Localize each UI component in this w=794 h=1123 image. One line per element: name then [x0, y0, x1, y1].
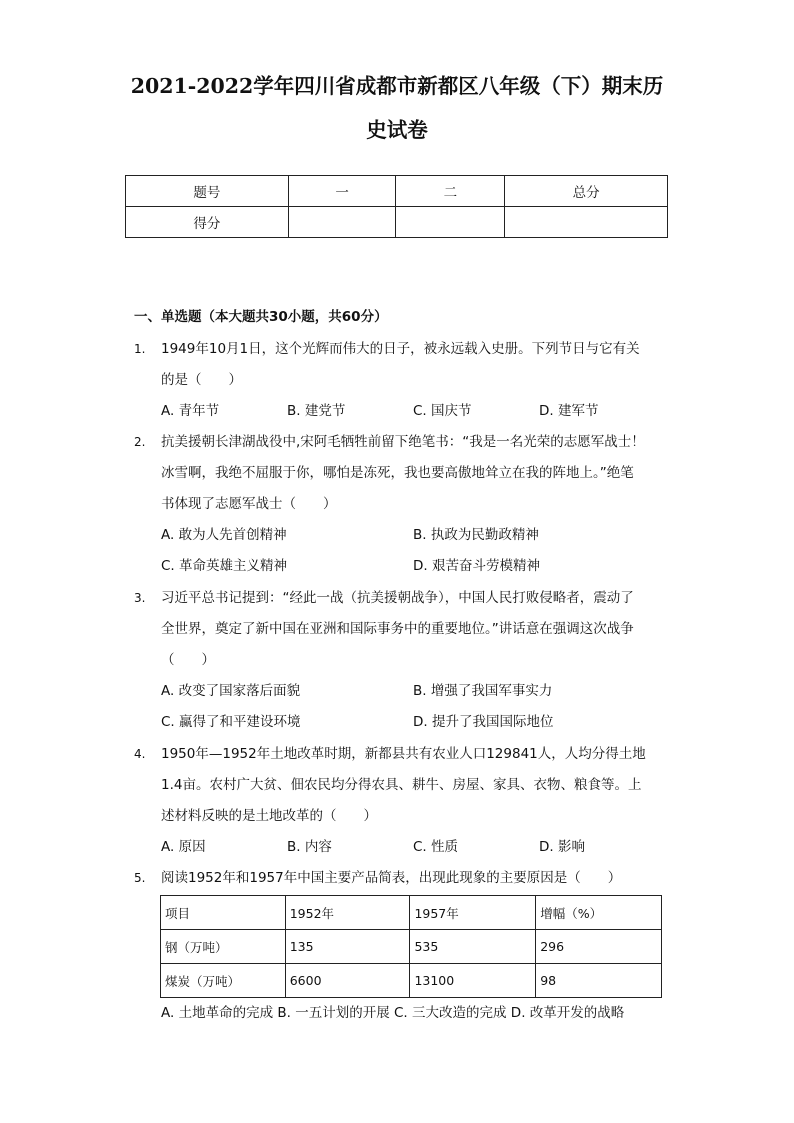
- question-text-line: 述材料反映的是土地改革的（ ）: [161, 808, 377, 824]
- question-text-line: 的是（ ）: [161, 372, 242, 388]
- exam-title: [120, 64, 674, 152]
- question-text-line: 习近平总书记提到：“经此一战（抗美援朝战争），中国人民打败侵略者，震动了: [161, 590, 634, 606]
- option-b[interactable]: B. 执政为民勤政精神: [413, 527, 539, 543]
- question-text-line: 1.4亩。农村广大贫、佃农民均分得农具、耕牛、房屋、家具、衣物、粮食等。上: [161, 777, 642, 793]
- question-text-line: 1949年10月1日，这个光辉而伟大的日子，被永远载入史册。下列节日与它有关: [161, 341, 640, 357]
- table-cell: 535: [410, 930, 536, 964]
- option-b[interactable]: B. 内容: [287, 839, 332, 855]
- option-d[interactable]: D. 影响: [539, 839, 585, 855]
- option-a[interactable]: A. 敢为人先首创精神: [161, 527, 287, 543]
- score-input-cell[interactable]: [505, 207, 668, 238]
- option-d[interactable]: D. 艰苦奋斗劳模精神: [413, 558, 540, 574]
- score-header-cell: 总分: [505, 176, 668, 207]
- score-table-row: [126, 207, 668, 238]
- option-c[interactable]: C. 赢得了和平建设环境: [161, 714, 301, 730]
- option-c[interactable]: C. 革命英雄主义精神: [161, 558, 288, 574]
- option-a[interactable]: A. 改变了国家落后面貌: [161, 683, 301, 699]
- score-input-cell[interactable]: [396, 207, 505, 238]
- table-header-cell: 项目: [161, 896, 286, 930]
- question-text-line: 全世界，奠定了新中国在亚洲和国际事务中的重要地位。”讲话意在强调这次战争: [161, 621, 634, 637]
- option-d[interactable]: D. 提升了我国国际地位: [413, 714, 554, 730]
- option-a[interactable]: A. 青年节: [161, 403, 220, 419]
- option-c[interactable]: C. 国庆节: [413, 403, 472, 419]
- section-heading: [134, 306, 388, 328]
- table-row: [161, 964, 662, 998]
- question-number: 4.: [134, 747, 146, 761]
- table-header-cell: 1952年: [285, 896, 410, 930]
- score-row-label: 得分: [126, 207, 289, 238]
- question-5-options[interactable]: A. 土地革命的完成 B. 一五计划的开展 C. 三大改造的完成 D. 改革开发的战略: [161, 1005, 625, 1021]
- question-text-line: 阅读1952年和1957年中国主要产品简表，出现此现象的主要原因是（ ）: [161, 870, 622, 886]
- question-text-line: 抗美援朝长津湖战役中,宋阿毛牺牲前留下绝笔书：“我是一名光荣的志愿军战士！: [161, 434, 645, 450]
- table-row: [161, 896, 662, 930]
- option-c[interactable]: C. 性质: [413, 839, 459, 855]
- question-number: 1.: [134, 342, 146, 356]
- question-text-line: 冰雪啊，我绝不屈服于你，哪怕是冻死，我也要高傲地耸立在我的阵地上。”绝笔: [161, 465, 634, 481]
- option-b[interactable]: B. 建党节: [287, 403, 346, 419]
- exam-title-line1: 2021-2022学年四川省成都市新都区八年级（下）期末历: [130, 74, 664, 98]
- question-number: 2.: [134, 435, 146, 449]
- table-cell: 6600: [285, 964, 410, 998]
- table-cell: 296: [536, 930, 662, 964]
- table-cell: 钢（万吨）: [161, 930, 286, 964]
- question-text-line: 1950年—1952年土地改革时期，新都县共有农业人口129841人，人均分得土地: [161, 746, 646, 762]
- score-input-cell[interactable]: [288, 207, 396, 238]
- section-heading-text: 一、单选题（本大题共30小题，共60分）: [134, 309, 388, 325]
- question-text-line: （ ）: [161, 652, 215, 668]
- table-row: [161, 930, 662, 964]
- table-cell: 13100: [410, 964, 536, 998]
- table-cell: 煤炭（万吨）: [161, 964, 286, 998]
- option-b[interactable]: B. 增强了我国军事实力: [413, 683, 553, 699]
- score-table: [125, 175, 668, 238]
- question-number: 3.: [134, 591, 146, 605]
- option-a[interactable]: A. 原因: [161, 839, 206, 855]
- score-header-cell: 二: [396, 176, 505, 207]
- score-table-header-row: [126, 176, 668, 207]
- question-number: 5.: [134, 871, 146, 885]
- score-header-cell: 题号: [126, 176, 289, 207]
- score-header-cell: 一: [288, 176, 396, 207]
- production-table: [160, 895, 662, 998]
- table-header-cell: 1957年: [410, 896, 536, 930]
- table-cell: 98: [536, 964, 662, 998]
- option-d[interactable]: D. 建军节: [539, 403, 599, 419]
- question-text-line: 书体现了志愿军战士（ ）: [161, 496, 337, 512]
- table-cell: 135: [285, 930, 410, 964]
- exam-title-line2: 史试卷: [366, 118, 428, 142]
- table-header-cell: 增幅（%）: [536, 896, 662, 930]
